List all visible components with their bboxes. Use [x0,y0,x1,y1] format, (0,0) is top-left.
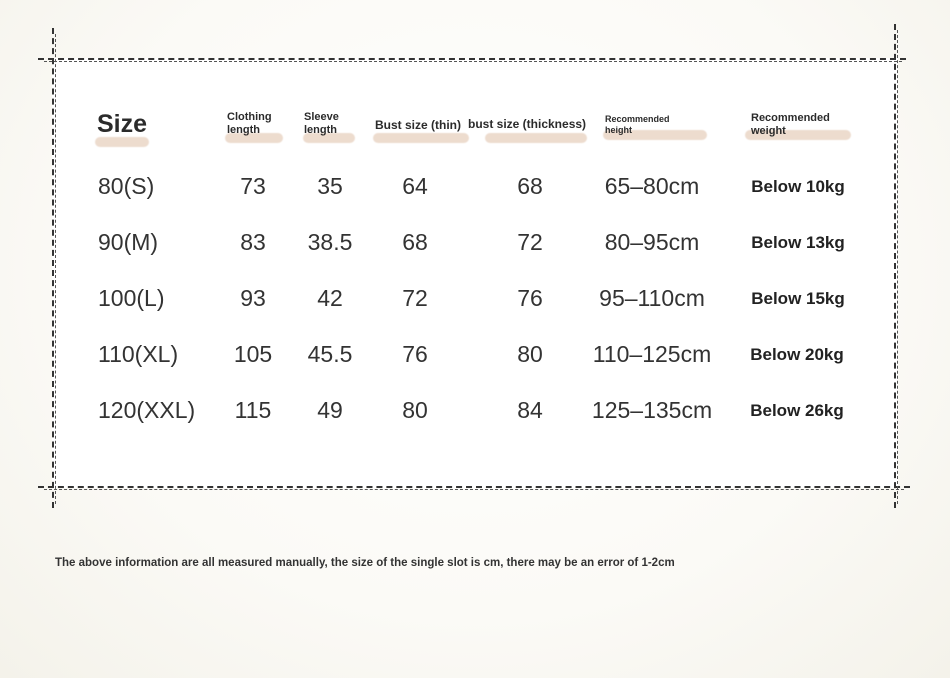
header-rec-weight-line2: weight [751,125,786,137]
cell-weight: Below 20kg [750,345,844,364]
frame-bottom-line [38,486,910,488]
cell-sleeve-length: 45.5 [307,341,353,367]
cell-weight: Below 10kg [751,177,845,196]
cell-height: 110–125cm [592,341,712,367]
cell-bust-thick: 68 [517,173,543,199]
table-row [0,173,950,203]
measurement-footnote: The above information are all measured manually, the size of the single slot is cm, there may be an error of 1-2cm [55,557,675,569]
header-highlight [373,133,469,143]
table-row [0,341,950,371]
frame-right-line [894,24,896,508]
cell-size: 100(L) [98,285,165,311]
cell-bust-thick: 80 [517,341,543,367]
cell-height: 80–95cm [604,229,700,255]
cell-clothing-length: 83 [240,229,266,255]
header-rec-weight-line1: Recommended [751,112,830,124]
header-size: Size [97,110,148,138]
cell-clothing-length: 93 [240,285,266,311]
cell-height: 125–135cm [591,397,713,423]
header-sleeve-length-line1: Sleeve [304,111,339,123]
header-sleeve-length [304,111,339,137]
header-clothing-length [227,111,272,137]
cell-bust-thin: 64 [402,173,428,199]
cell-bust-thick: 76 [517,285,543,311]
header-rec-height-line1: Recommended [605,114,670,124]
cell-bust-thin: 68 [402,229,428,255]
cell-clothing-length: 115 [234,397,272,423]
frame-top-line [38,58,906,60]
cell-weight: Below 15kg [751,289,845,308]
cell-bust-thick: 84 [517,397,543,423]
table-row [0,285,950,315]
header-recommended-height [605,114,670,136]
cell-bust-thin: 72 [402,285,428,311]
header-clothing-length-line2: length [227,124,260,136]
header-bust-thin: Bust size (thin) [375,118,461,132]
cell-height: 95–110cm [599,285,705,311]
cell-size: 120(XXL) [98,397,196,423]
frame-bottom-line-2 [44,489,904,490]
header-highlight [485,133,587,143]
cell-clothing-length: 73 [240,173,266,199]
frame-top-line-2 [44,61,902,62]
cell-sleeve-length: 35 [317,173,343,199]
header-clothing-length-line1: Clothing [227,111,272,123]
cell-weight: Below 13kg [751,233,845,252]
header-recommended-weight [751,112,830,138]
cell-bust-thin: 76 [402,341,428,367]
cell-sleeve-length: 42 [317,285,343,311]
cell-size: 90(M) [98,229,159,255]
cell-height: 65–80cm [604,173,700,199]
header-rec-height-line2: height [605,125,632,135]
frame-left-line-2 [55,34,56,504]
cell-bust-thick: 72 [517,229,543,255]
cell-sleeve-length: 49 [317,397,343,423]
frame-left-line [52,28,54,508]
frame-right-line-2 [897,30,898,504]
cell-clothing-length: 105 [233,341,273,367]
cell-size: 80(S) [98,173,155,199]
table-row [0,229,950,259]
table-row [0,397,950,427]
header-sleeve-length-line2: length [304,124,337,136]
cell-sleeve-length: 38.5 [307,229,353,255]
cell-weight: Below 26kg [750,401,844,420]
cell-size: 110(XL) [98,341,179,367]
cell-bust-thin: 80 [402,397,428,423]
header-bust-thick: bust size (thickness) [468,117,587,131]
